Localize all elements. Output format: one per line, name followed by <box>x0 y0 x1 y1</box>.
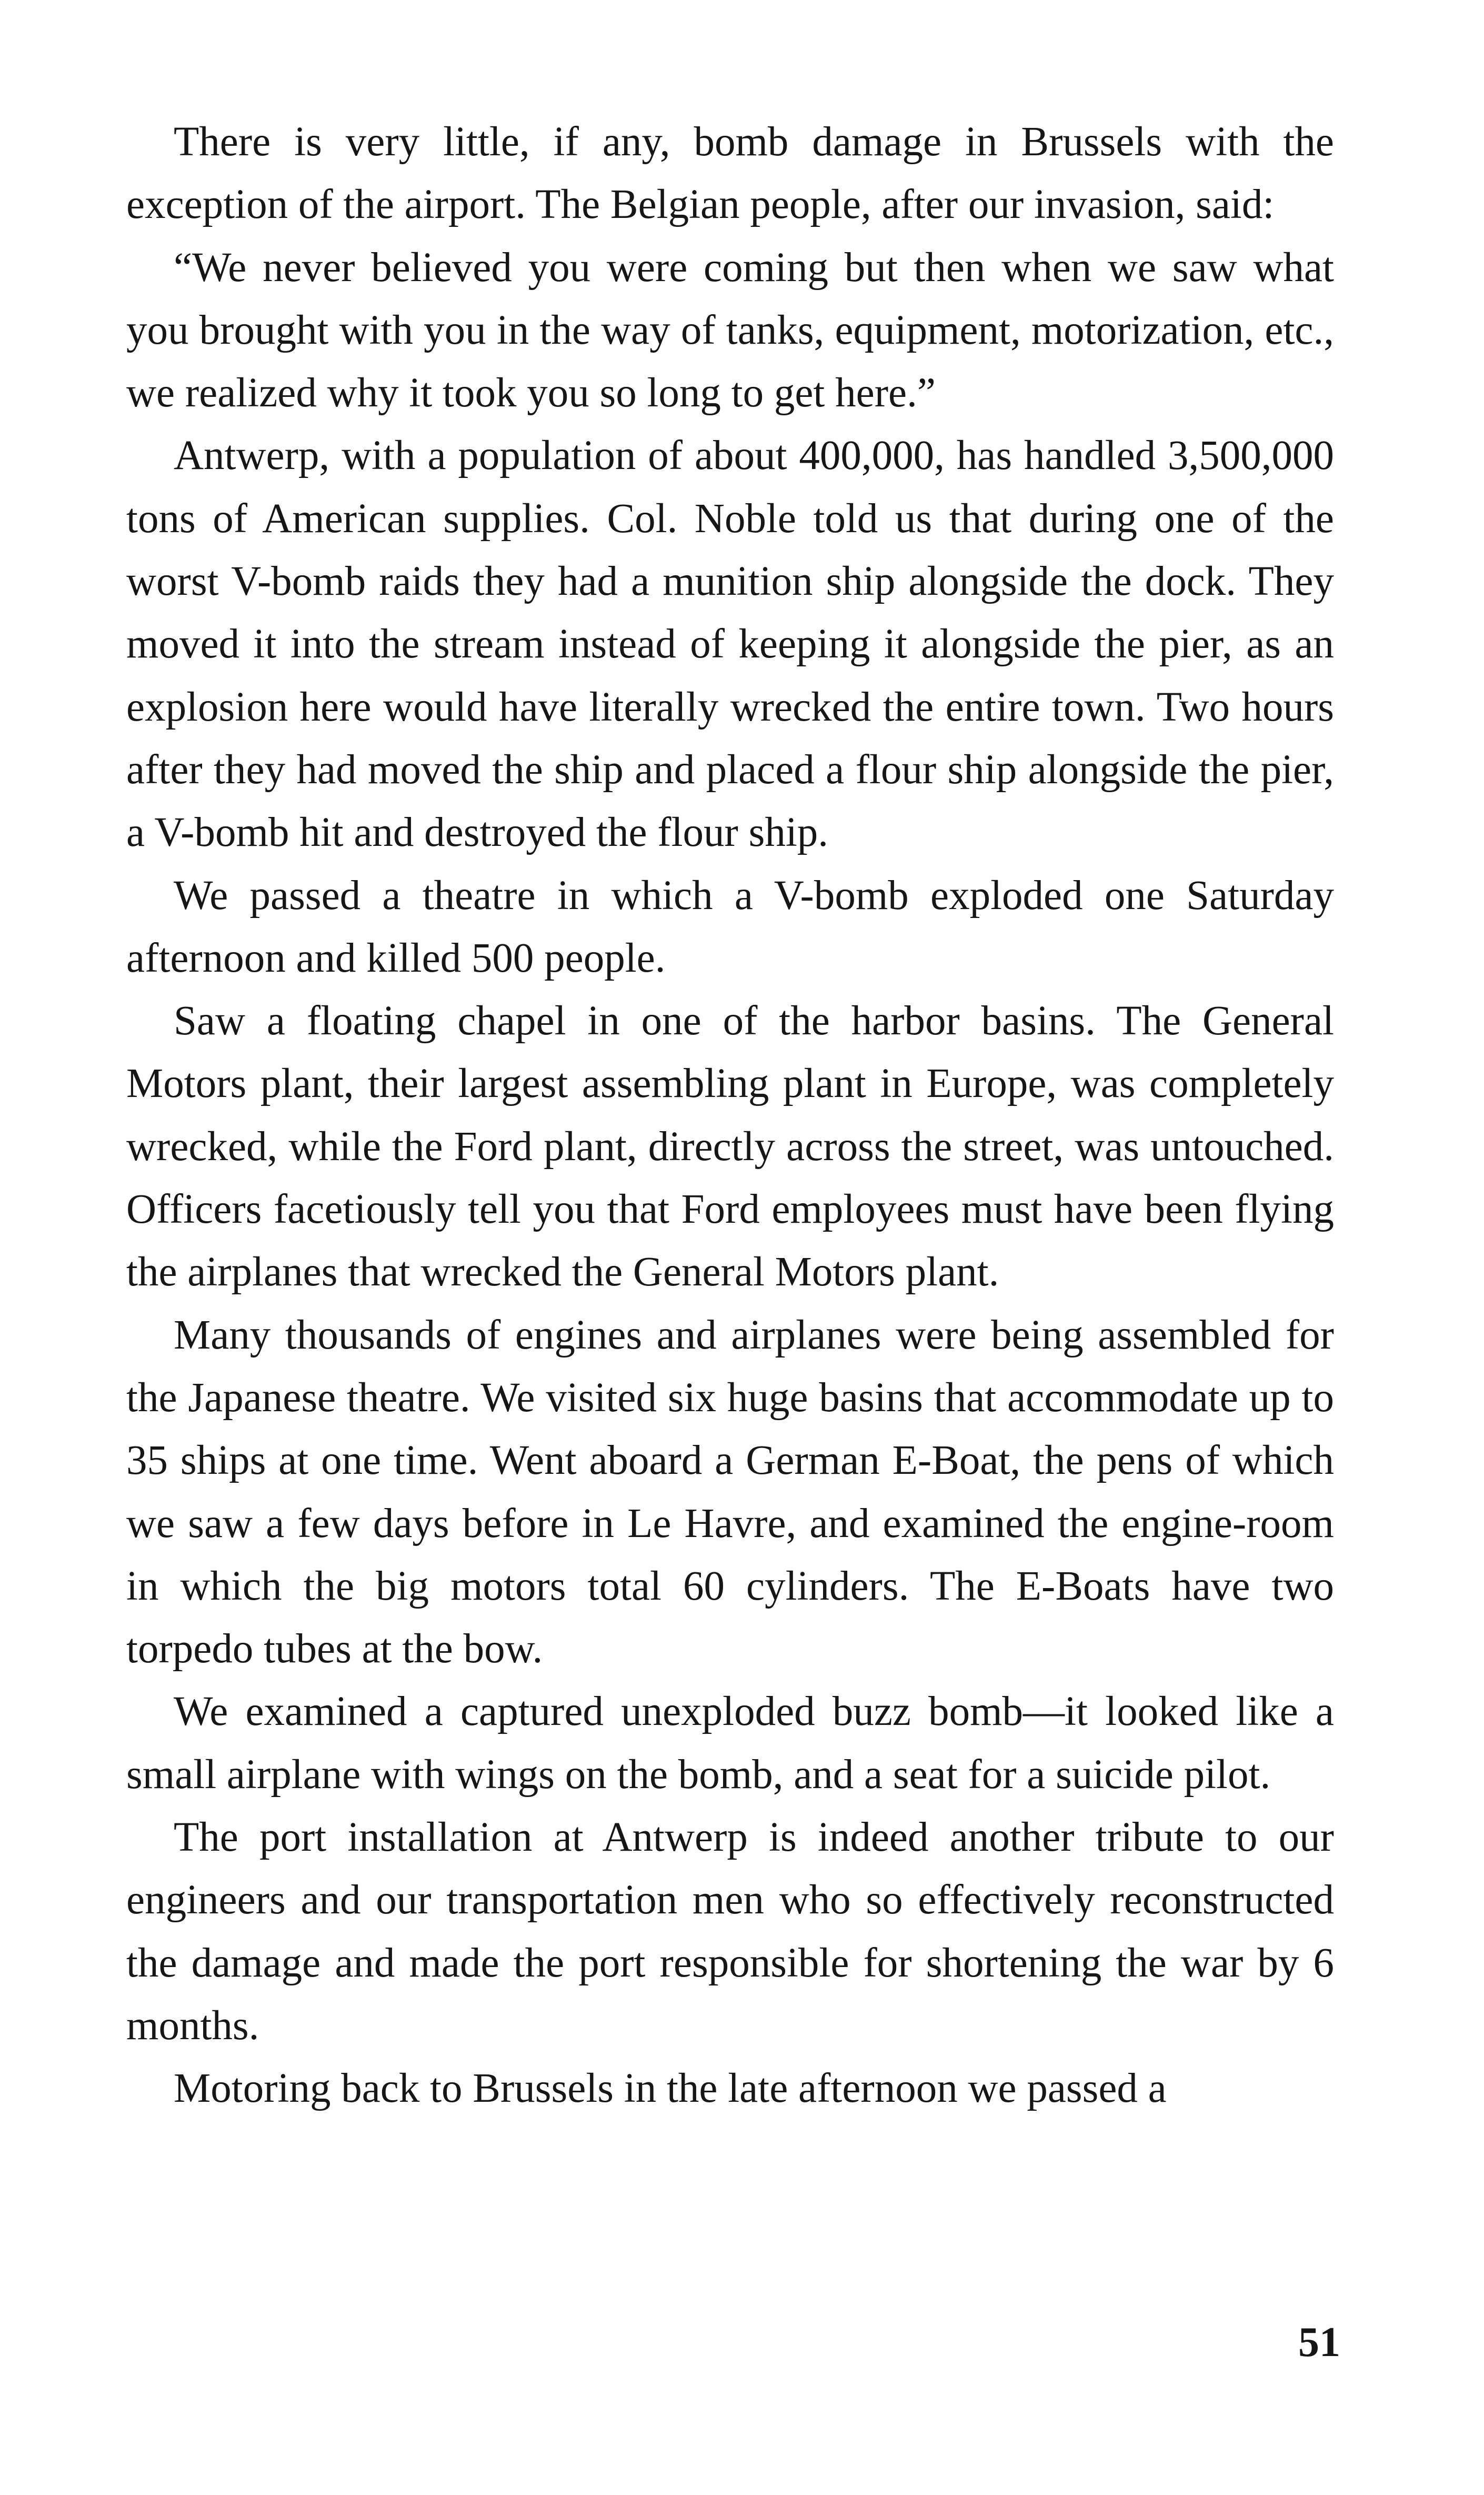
paragraph-theatre-bomb: We passed a theatre in which a V-bomb exploded one Saturday afternoon and killed 500 people. <box>126 872 1334 981</box>
paragraph-port-installation: The port installation at Antwerp is indeed another tribute to our engineers and our transportation men who so effectively reconstructed the damage and made the port responsible for shortening the war by 6 months. <box>126 1814 1334 2049</box>
paragraph-motoring-back: Motoring back to Brussels in the late afternoon we passed a <box>174 2065 1167 2112</box>
paragraph-engines-assembly: Many thousands of engines and airplanes were being assembled for the Japanese theatre. We visited six huge basins that accommodate up to 35 ships at one time. Went aboard a German E-Boat, the pens of which we saw a few days before in Le Havre, and examined the engine-room in which the big motors total 60 cylinders. The E-Boats have two torpedo tubes at the bow. <box>126 1312 1334 1672</box>
paragraph-floating-chapel: Saw a floating chapel in one of the harbor basins. The General Motors plant, their largest assembling plant in Europe, was completely wrecked, while the Ford plant, directly across the street, was untouched. Officers facetiously tell you that Ford employees must have been flying the airplanes that wrecked the General Motors plant. <box>126 998 1334 1295</box>
body-text <box>126 111 1334 2120</box>
page-number: 51 <box>1298 2319 1340 2366</box>
paragraph-belgian-quote: “We never believed you were coming but then when we saw what you brought with you in the way of tanks, equipment, motorization, etc., we realized why it took you so long to get here.” <box>126 244 1334 416</box>
paragraph-brussels-damage: There is very little, if any, bomb damage in Brussels with the exception of the airport. The Belgian people, after our invasion, said: <box>126 119 1334 228</box>
paragraph-buzz-bomb: We examined a captured unexploded buzz bomb—it looked like a small airplane with wings on the bomb, and a seat for a suicide pilot. <box>126 1689 1334 1798</box>
paragraph-antwerp-supplies: Antwerp, with a population of about 400,000, has handled 3,500,000 tons of American supplies. Col. Noble told us that during one of the worst V-bomb raids they had a munition ship alongside the dock. They moved it into the stream instead of keeping it alongside the pier, as an explosion here would have literally wrecked the entire town. Two hours after they had moved the ship and placed a flour ship alongside the pier, a V-bomb hit and destroyed the flour ship. <box>126 433 1334 856</box>
